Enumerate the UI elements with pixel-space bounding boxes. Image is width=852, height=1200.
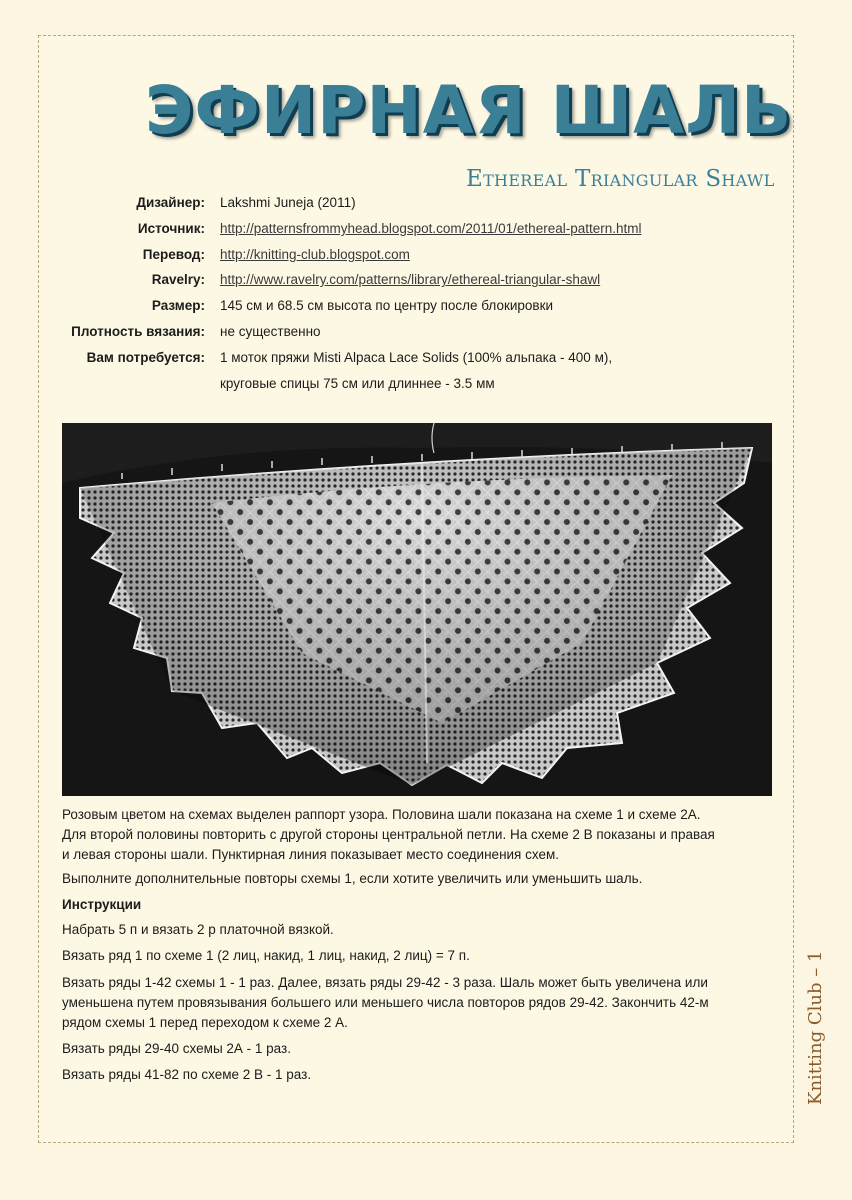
translation-link[interactable]: http://knitting-club.blogspot.com — [220, 247, 410, 262]
size-value: 145 см и 68.5 см высота по центру после блокировки — [220, 298, 554, 313]
intro-paragraph — [62, 805, 777, 865]
gauge-value: не существенно — [220, 324, 321, 339]
ravelry-link[interactable]: http://www.ravelry.com/patterns/library/ethereal-triangular-shawl — [220, 272, 601, 287]
instruction-step-3-line-2: уменьшена путем провязывания большего или меньшего числа повторов рядов 29-42. Закончить 42-м — [62, 995, 709, 1010]
repeat-note: Выполните дополнительные повторы схемы 1, если хотите увеличить или уменьшить шаль. — [62, 871, 643, 886]
translation-row — [40, 247, 760, 269]
source-link[interactable]: http://patternsfrommyhead.blogspot.com/2011/01/ethereal-pattern.html — [220, 221, 642, 236]
page-title: ЭФИРНАЯ ШАЛЬ — [145, 72, 793, 149]
instruction-step-2: Вязать ряд 1 по схеме 1 (2 лиц, накид, 1 лиц, накид, 2 лиц) = 7 п. — [62, 948, 470, 963]
instructions-heading: Инструкции — [62, 897, 142, 912]
instruction-step-3-line-3: рядом схемы 1 перед переходом к схеме 2 А. — [62, 1015, 348, 1030]
intro-line-1: Розовым цветом на схемах выделен раппорт узора. Половина шали показана на схеме 1 и схеме 2А. — [62, 807, 701, 822]
instruction-step-5: Вязать ряды 41-82 по схеме 2 В - 1 раз. — [62, 1067, 312, 1082]
shawl-photo — [62, 423, 772, 796]
translation-label: Перевод: — [142, 247, 205, 262]
materials-value-yarn: 1 моток пряжи Misti Alpaca Lace Solids (100% альпака - 400 м), — [220, 350, 613, 365]
materials-row — [40, 350, 760, 372]
page-footer-label: Knitting Club – 1 — [805, 950, 826, 1105]
size-row — [40, 298, 760, 320]
page-subtitle: Ethereal Triangular Shawl — [466, 166, 775, 192]
designer-row — [40, 195, 760, 217]
intro-line-3: и левая стороны шали. Пунктирная линия показывает место соединения схем. — [62, 847, 560, 862]
intro-line-2: Для второй половины повторить с другой стороны центральной петли. На схеме 2 В показаны и правая — [62, 827, 715, 842]
designer-label: Дизайнер: — [136, 195, 205, 210]
materials-label: Вам потребуется: — [86, 350, 205, 365]
gauge-row — [40, 324, 760, 346]
instruction-step-3 — [62, 973, 777, 1033]
instruction-step-3-line-1: Вязать ряды 1-42 схемы 1 - 1 раз. Далее, вязать ряды 29-42 - 3 раза. Шаль может быть увеличена или — [62, 975, 708, 990]
designer-value: Lakshmi Juneja (2011) — [220, 195, 356, 210]
materials-value-needles: круговые спицы 75 см или длиннее - 3.5 мм — [220, 376, 495, 391]
ravelry-row — [40, 272, 760, 294]
size-label: Размер: — [151, 298, 205, 313]
materials-row-2 — [40, 376, 760, 398]
instruction-step-1: Набрать 5 п и вязать 2 р платочной вязкой. — [62, 922, 334, 937]
source-row — [40, 221, 760, 243]
source-label: Источник: — [137, 221, 205, 236]
instruction-step-4: Вязать ряды 29-40 схемы 2А - 1 раз. — [62, 1041, 291, 1056]
ravelry-label: Ravelry: — [151, 272, 205, 287]
gauge-label: Плотность вязания: — [71, 324, 205, 339]
